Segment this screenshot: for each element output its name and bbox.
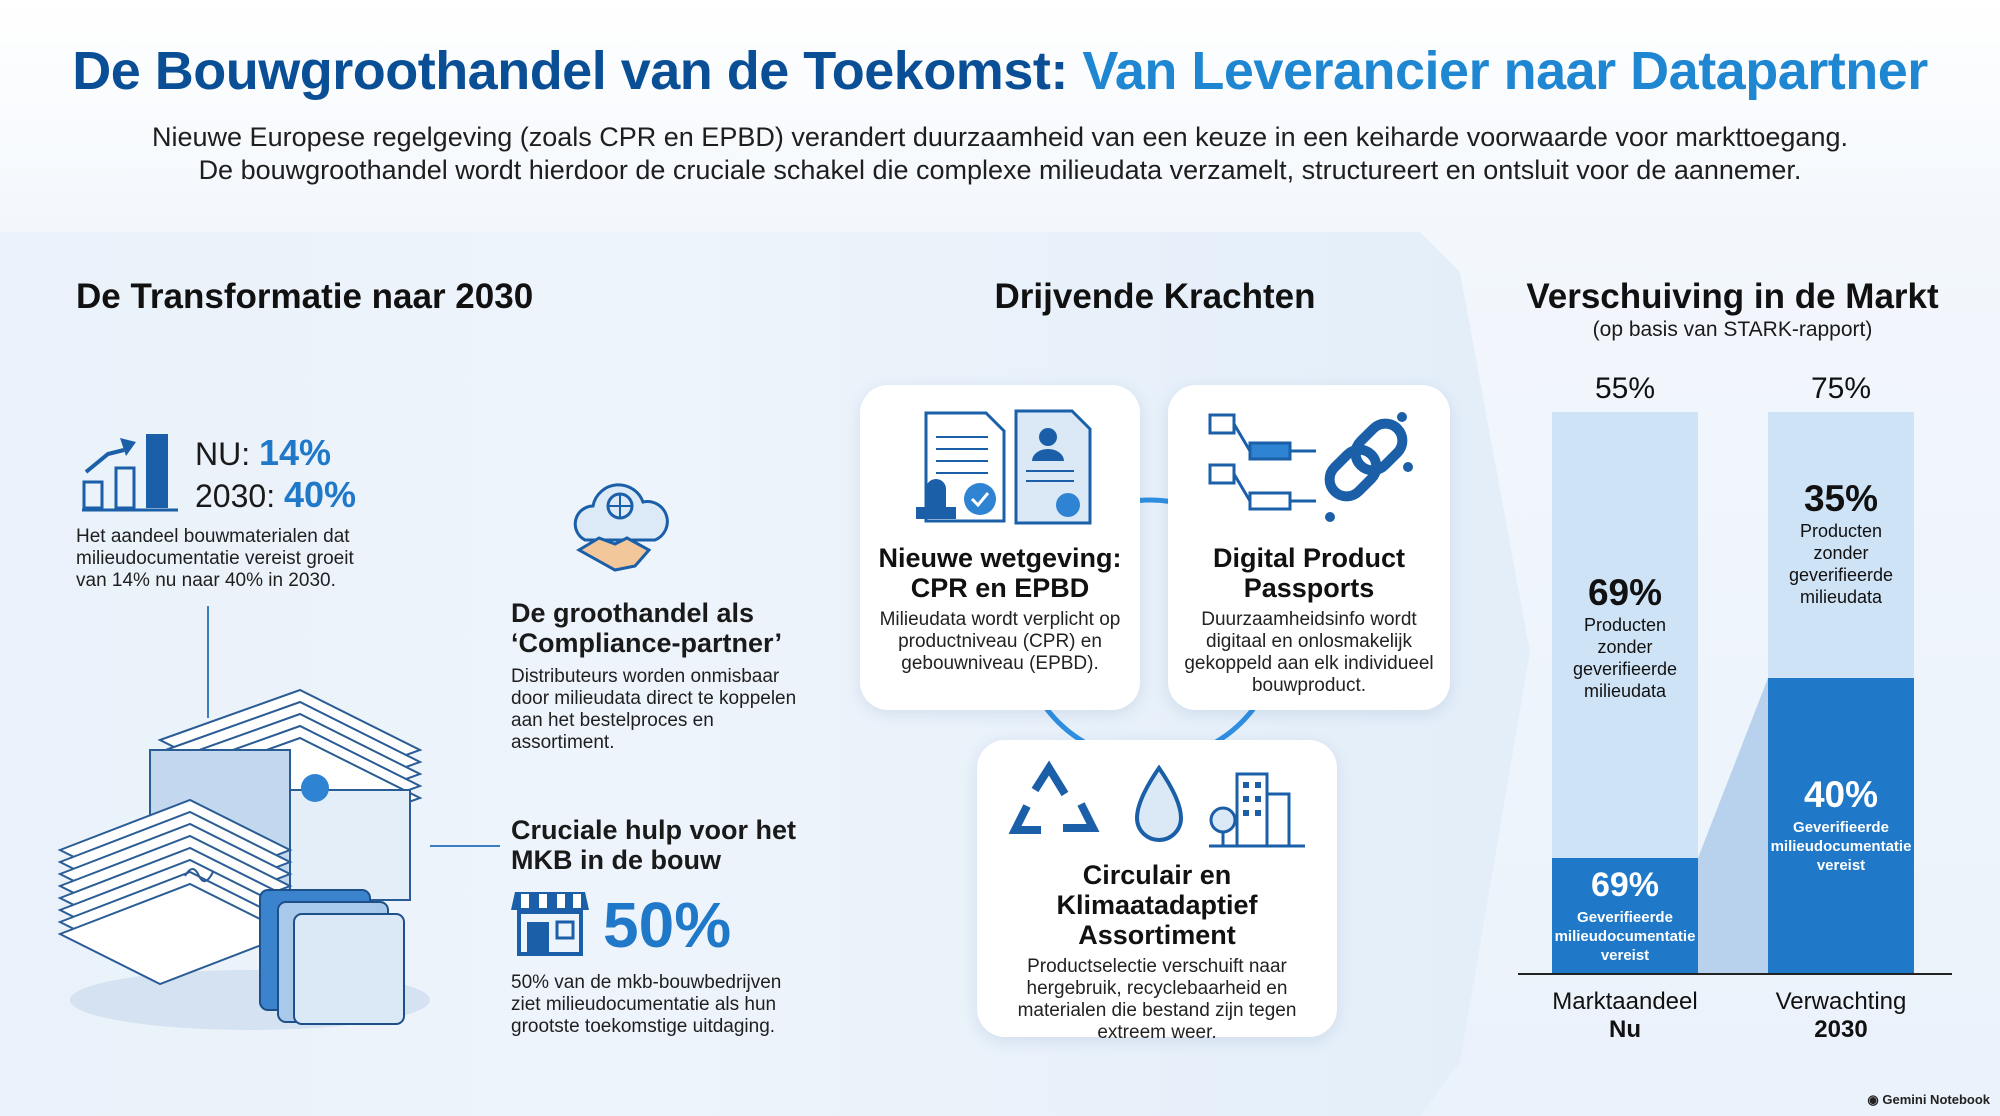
- growth-chart-icon: [80, 428, 180, 512]
- title-part1: De Bouwgroothandel van de Toekomst:: [72, 41, 1068, 101]
- footer-brand-text: Gemini Notebook: [1882, 1092, 1990, 1107]
- bar1-lower-value: 69%: [1590, 866, 1660, 904]
- bar1-upper-value: 69%: [1587, 572, 1663, 613]
- card-circulair-title: Circulair en Klimaatadaptief Assortiment: [1056, 860, 1258, 950]
- nu-label: NU:: [195, 436, 259, 472]
- bar2-x-label-line1: Verwachting: [1775, 988, 1907, 1015]
- krachten-title: Drijvende Krachten: [994, 277, 1316, 316]
- bar1-x-label-line2: Nu: [1609, 1016, 1641, 1043]
- nu-value: 14%: [259, 432, 332, 473]
- documents-stack-illustration: [50, 680, 450, 1040]
- markt-title: Verschuiving in de Markt: [1526, 277, 1939, 316]
- gemini-logo-icon: ◉: [1867, 1092, 1879, 1107]
- card-dpp-title: Digital Product Passports: [1212, 543, 1405, 603]
- subtitle-line2: De bouwgroothandel wordt hierdoor de cruciale schakel die complexe milieudata verzamelt, structureert en ontsluit voor de aannemer.: [198, 155, 1802, 185]
- transformatie-title: De Transformatie naar 2030: [76, 277, 534, 316]
- y2030-value: 40%: [283, 474, 357, 515]
- card-wetgeving-title: Nieuwe wetgeving: CPR en EPBD: [878, 543, 1122, 603]
- card-circulair-desc: Productselectie verschuift naar hergebruik, recyclebaarheid en materialen die bestand zijn tegen extreem weer.: [1017, 956, 1297, 1043]
- subtitle-line1: Nieuwe Europese regelgeving (zoals CPR en EPBD) verandert duurzaamheid van een keuze in een keiharde voorwaarde voor markttoegang.: [152, 122, 1848, 152]
- mkb-value: 50%: [603, 889, 732, 961]
- bar1-upper-text: Producten zonder geverifieerde milieudata: [1572, 615, 1678, 701]
- bar2-upper-value: 35%: [1803, 478, 1879, 519]
- card-wetgeving-desc: Milieudata wordt verplicht op productniveau (CPR) en gebouwniveau (EPBD).: [879, 609, 1121, 674]
- card-circulair: [977, 740, 1337, 1043]
- card-dpp-desc: Duurzaamheidsinfo wordt digitaal en onlosmakelijk gekoppeld aan elk individueel bouwproduct.: [1184, 609, 1434, 696]
- bar2-top-label: 75%: [1810, 372, 1872, 405]
- bar2-x-label: [1743, 988, 1939, 1044]
- shop-icon: [511, 888, 589, 958]
- y2030-label: 2030:: [195, 478, 284, 514]
- document-stamp-icon: [908, 407, 1098, 527]
- recycle-water-building-icons: [1009, 760, 1309, 850]
- cloud-handshake-icon: [565, 470, 675, 580]
- mkb-desc: 50% van de mkb-bouwbedrijven ziet milieudocumentatie als hun grootste toekomstige uitdaging.: [511, 972, 782, 1037]
- title-part2: Van Leverancier naar Datapartner: [1082, 41, 1928, 101]
- compliance-desc: Distributeurs worden onmisbaar door milieudata direct te koppelen aan het bestelproces en assortiment.: [511, 666, 797, 753]
- bar2-upper-text: Producten zonder geverifieerde milieudata: [1788, 521, 1894, 607]
- bar2-lower-text: Geverifieerde milieudocumentatie vereist: [1770, 819, 1912, 874]
- network-link-icon: [1206, 407, 1416, 527]
- markt-subtitle: (op basis van STARK-rapport): [1592, 318, 1873, 341]
- bar1-top-label: 55%: [1594, 372, 1656, 405]
- card-dpp: [1168, 385, 1450, 710]
- y2030-row: [195, 474, 356, 516]
- bar2-lower-value: 40%: [1803, 774, 1879, 815]
- page-title: [0, 40, 2000, 102]
- card-wetgeving: [860, 385, 1140, 710]
- bar1-x-label-line1: Marktaandeel: [1552, 988, 1698, 1015]
- bar1-x-label: [1527, 988, 1723, 1044]
- bar1-lower-text: Geverifieerde milieudocumentatie vereist: [1554, 909, 1696, 964]
- nu-row: [195, 432, 331, 474]
- transformatie-desc: Het aandeel bouwmaterialen dat milieudocumentatie vereist groeit van 14% nu naar 40% in 2030.: [76, 526, 354, 591]
- footer-brand: [1867, 1092, 1990, 1108]
- compliance-title: De groothandel als ‘Compliance-partner’: [511, 598, 783, 658]
- bar2-x-label-line2: 2030: [1814, 1016, 1868, 1043]
- mkb-title: Cruciale hulp voor het MKB in de bouw: [511, 815, 797, 875]
